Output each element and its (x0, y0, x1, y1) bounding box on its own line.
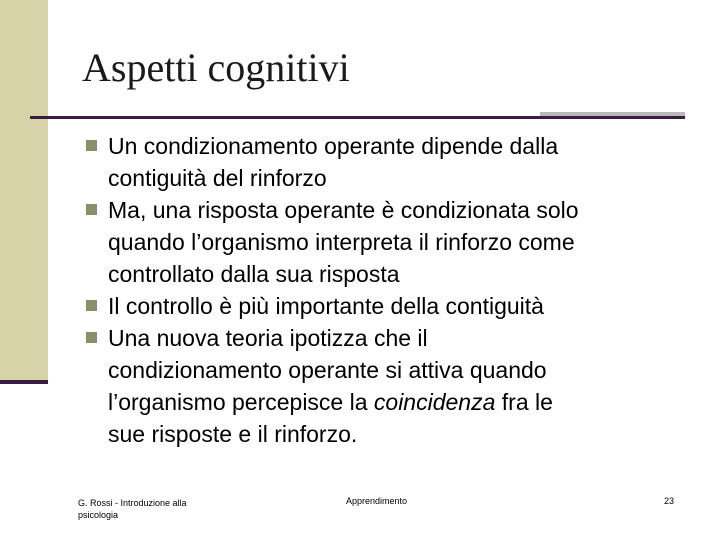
bullet-text-line: Il controllo è più importante della contiguità (108, 293, 544, 319)
decorative-side-bar-base (0, 380, 48, 384)
bullet-list (86, 130, 696, 450)
bullet-text (108, 130, 696, 194)
bullet-text-line: condizionamento operante si attiva quando (108, 357, 547, 383)
bullet-text-line: controllato dalla sua risposta (108, 261, 400, 287)
page-number: 23 (664, 496, 675, 506)
square-bullet-icon (86, 332, 97, 343)
bullet-text-line: fra le (495, 389, 553, 415)
bullet-text-line: l’organismo percepisce la (108, 389, 374, 415)
bullet-item (86, 194, 696, 290)
bullet-text-line: Un condizionamento operante dipende dalla (108, 133, 559, 159)
square-bullet-icon (86, 204, 97, 215)
bullet-text-line: sue risposte e il rinforzo. (108, 421, 358, 447)
square-bullet-icon (86, 300, 97, 311)
square-bullet-icon (86, 140, 97, 151)
bullet-text-line: contiguità del rinforzo (108, 165, 327, 191)
emphasized-term: coincidenza (373, 389, 496, 415)
footer-section: Apprendimento (346, 496, 408, 506)
title-rule (30, 116, 685, 119)
bullet-item (86, 130, 696, 194)
bullet-text-line: Ma, una risposta operante è condizionata solo (108, 197, 579, 223)
footer-author: G. Rossi - Introduzione alla psicologia (78, 498, 187, 520)
bullet-text (108, 322, 696, 450)
bullet-text-line: quando l’organismo interpreta il rinforzo come (108, 229, 575, 255)
bullet-text-line: Una nuova teoria ipotizza che il (108, 325, 428, 351)
bullet-text (108, 290, 696, 322)
bullet-item (86, 322, 696, 450)
slide-title: Aspetti cognitivi (82, 45, 350, 90)
bullet-text (108, 194, 696, 290)
decorative-side-bar (0, 0, 48, 382)
bullet-item (86, 290, 696, 322)
